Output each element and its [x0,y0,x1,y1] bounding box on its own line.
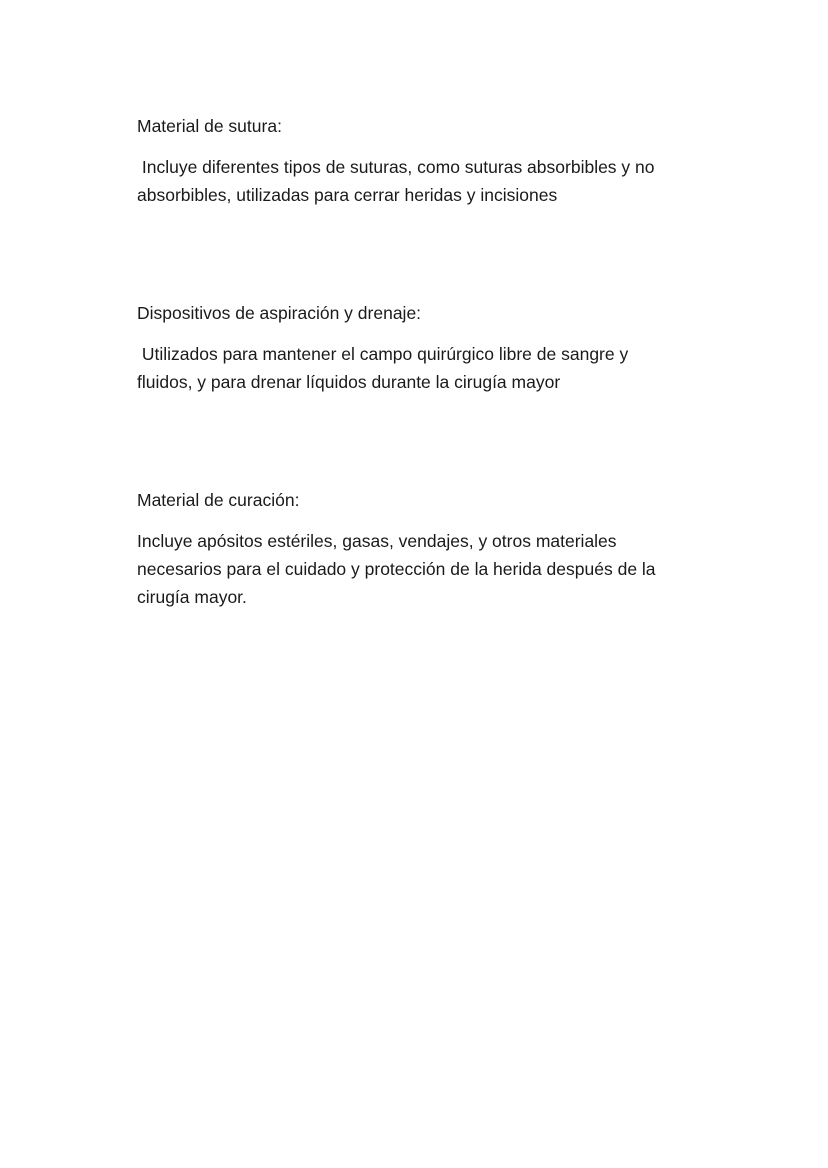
section-heading: Dispositivos de aspiración y drenaje: [137,303,422,323]
body-line: fluidos, y para drenar líquidos durante la cirugía mayor [137,372,561,392]
section-material-de-sutura [137,115,717,209]
section-material-de-curacion [137,489,717,611]
section-dispositivos-aspiracion-drenaje [137,302,717,396]
section-body [137,153,717,209]
body-line: Incluye diferentes tipos de suturas, como suturas absorbibles y no [137,157,655,177]
section-body [137,527,717,611]
body-line: necesarios para el cuidado y protección de la herida después de la [137,559,656,579]
section-body [137,340,717,396]
section-heading: Material de curación: [137,490,300,510]
body-line: Incluye apósitos estériles, gasas, vendajes, y otros materiales [137,531,617,551]
section-heading: Material de sutura: [137,116,282,136]
body-line: absorbibles, utilizadas para cerrar heridas y incisiones [137,185,558,205]
body-line: cirugía mayor. [137,587,247,607]
body-line: Utilizados para mantener el campo quirúrgico libre de sangre y [137,344,629,364]
